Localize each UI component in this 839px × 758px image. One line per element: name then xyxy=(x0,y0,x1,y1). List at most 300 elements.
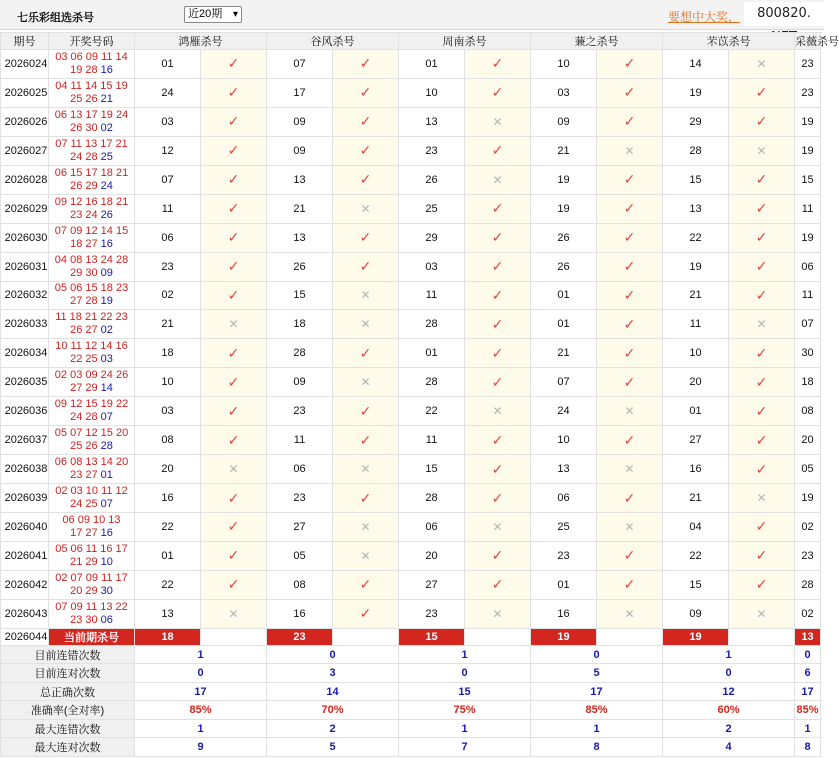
draw-number-special: 07 xyxy=(100,411,113,424)
check-mark-icon: ✓ xyxy=(227,113,240,130)
check-mark-icon: ✓ xyxy=(755,200,768,217)
draw-numbers-line1: 05 06 15 18 23 xyxy=(54,282,129,295)
kill-number-cell: 01 xyxy=(531,310,597,339)
kill-number-cell: 21 xyxy=(267,194,333,223)
result-cell xyxy=(465,397,531,426)
kill-number-cell: 29 xyxy=(663,107,729,136)
promo-link[interactable]: 要想中大奖， xyxy=(668,10,741,24)
draw-number-special: 10 xyxy=(100,555,113,568)
kill-number-cell: 18 xyxy=(795,368,821,397)
kill-number-cell: 29 xyxy=(399,223,465,252)
current-kill-number: 15 xyxy=(399,628,465,645)
check-mark-icon: ✓ xyxy=(359,142,372,159)
check-mark-icon: ✓ xyxy=(623,200,636,217)
draw-numbers-main: 27 29 xyxy=(70,382,98,395)
summary-value: 8 xyxy=(531,738,663,757)
check-mark-icon: ✓ xyxy=(755,113,768,130)
check-mark-icon: ✓ xyxy=(227,55,240,72)
draw-number-special: 07 xyxy=(100,498,113,511)
kill-number-cell: 25 xyxy=(531,513,597,542)
draw-numbers-line1: 05 06 11 16 17 xyxy=(55,542,128,555)
summary-label: 最大连错次数 xyxy=(1,719,135,738)
result-cell xyxy=(201,194,267,223)
draw-numbers-main: 17 27 xyxy=(70,526,98,539)
check-mark-icon: ✓ xyxy=(755,576,768,593)
check-mark-icon: ✓ xyxy=(359,113,372,130)
period-select[interactable] xyxy=(184,6,242,23)
draw-numbers-main: 24 28 xyxy=(70,411,98,424)
summary-value: 0 xyxy=(795,645,821,664)
table-row xyxy=(1,484,821,513)
table-row xyxy=(1,165,821,194)
draw-number-special: 24 xyxy=(100,179,113,192)
kill-number-cell: 13 xyxy=(663,194,729,223)
period-cell: 2026043 xyxy=(1,599,49,628)
result-cell xyxy=(597,599,663,628)
result-cell xyxy=(333,136,399,165)
check-mark-icon: ✓ xyxy=(359,171,372,188)
draw-numbers-cell xyxy=(49,339,135,368)
check-mark-icon: ✓ xyxy=(227,171,240,188)
check-mark-icon: ✓ xyxy=(623,315,636,332)
kill-number-cell: 27 xyxy=(663,426,729,455)
result-cell xyxy=(597,541,663,570)
check-mark-icon: ✓ xyxy=(359,576,372,593)
draw-numbers-cell xyxy=(49,513,135,542)
cross-mark-icon: ✕ xyxy=(492,404,503,419)
result-cell xyxy=(201,107,267,136)
check-mark-icon: ✓ xyxy=(623,55,636,72)
draw-numbers-line1: 07 09 12 14 15 xyxy=(54,224,129,237)
result-cell xyxy=(597,368,663,397)
check-mark-icon: ✓ xyxy=(227,489,240,506)
draw-numbers-line1: 09 12 15 19 22 xyxy=(54,398,129,411)
kill-number-cell: 16 xyxy=(663,455,729,484)
draw-numbers-cell xyxy=(49,107,135,136)
column-header-expert[interactable]: 周南杀号 xyxy=(399,33,531,50)
summary-label: 目前连错次数 xyxy=(1,645,135,664)
kill-number-cell: 08 xyxy=(135,426,201,455)
result-cell xyxy=(729,165,795,194)
draw-numbers-main: 23 30 xyxy=(70,613,98,626)
draw-numbers-line1: 06 09 10 13 xyxy=(62,513,121,526)
draw-numbers-main: 29 30 xyxy=(70,266,98,279)
kill-number-cell: 20 xyxy=(663,368,729,397)
summary-value: 17 xyxy=(795,682,821,701)
cross-mark-icon: ✕ xyxy=(756,606,767,621)
kill-number-cell: 08 xyxy=(795,397,821,426)
draw-numbers-line2 xyxy=(49,556,134,569)
check-mark-icon: ✓ xyxy=(491,200,504,217)
check-mark-icon: ✓ xyxy=(623,547,636,564)
result-cell xyxy=(201,513,267,542)
period-cell: 2026038 xyxy=(1,455,49,484)
draw-numbers-line1: 07 09 11 13 22 xyxy=(55,600,128,613)
kill-number-cell: 07 xyxy=(795,310,821,339)
cross-mark-icon: ✕ xyxy=(624,404,635,419)
kill-number-cell: 09 xyxy=(663,599,729,628)
column-header-expert[interactable]: 蒹之杀号 xyxy=(531,33,663,50)
cross-mark-icon: ✕ xyxy=(360,288,371,303)
check-mark-icon: ✓ xyxy=(755,431,768,448)
table-row xyxy=(1,136,821,165)
result-cell xyxy=(333,455,399,484)
summary-row xyxy=(1,701,821,720)
check-mark-icon: ✓ xyxy=(491,229,504,246)
result-cell xyxy=(729,310,795,339)
cross-mark-icon: ✕ xyxy=(228,606,239,621)
table-row xyxy=(1,541,821,570)
current-kill-number: 13 xyxy=(795,628,821,645)
summary-value: 2 xyxy=(663,719,795,738)
draw-numbers-cell xyxy=(49,252,135,281)
kill-number-cell: 11 xyxy=(135,194,201,223)
result-cell xyxy=(729,252,795,281)
result-cell xyxy=(597,397,663,426)
draw-numbers-line2 xyxy=(49,267,134,280)
summary-value: 15 xyxy=(399,682,531,701)
table-row xyxy=(1,281,821,310)
result-cell xyxy=(597,194,663,223)
kill-number-cell: 23 xyxy=(795,50,821,79)
result-cell xyxy=(333,397,399,426)
kill-number-cell: 01 xyxy=(663,397,729,426)
summary-value: 75% xyxy=(399,701,531,720)
draw-number-special: 25 xyxy=(100,150,113,163)
cross-mark-icon: ✕ xyxy=(360,375,371,390)
current-kill-number: 18 xyxy=(135,628,201,645)
kill-number-cell: 28 xyxy=(795,570,821,599)
kill-number-cell: 20 xyxy=(795,426,821,455)
summary-value: 70% xyxy=(267,701,399,720)
draw-numbers-cell xyxy=(49,426,135,455)
draw-numbers-cell xyxy=(49,165,135,194)
result-cell xyxy=(333,541,399,570)
result-cell xyxy=(333,223,399,252)
draw-number-special: 26 xyxy=(100,208,113,221)
result-cell xyxy=(201,455,267,484)
result-cell xyxy=(597,484,663,513)
column-header-period: 期号 xyxy=(1,33,49,50)
kill-number-cell: 23 xyxy=(795,541,821,570)
result-cell xyxy=(597,339,663,368)
kill-number-cell: 15 xyxy=(663,165,729,194)
kill-number-cell: 13 xyxy=(267,223,333,252)
draw-numbers-cell xyxy=(49,368,135,397)
kill-number-cell: 04 xyxy=(663,513,729,542)
kill-number-cell: 09 xyxy=(267,107,333,136)
kill-number-cell: 23 xyxy=(531,541,597,570)
summary-label: 准确率(全对率) xyxy=(1,701,135,720)
check-mark-icon: ✓ xyxy=(491,344,504,361)
check-mark-icon: ✓ xyxy=(491,55,504,72)
kill-number-cell: 11 xyxy=(663,310,729,339)
result-cell xyxy=(201,310,267,339)
kill-number-cell: 11 xyxy=(795,281,821,310)
draw-numbers-line2 xyxy=(49,440,134,453)
kill-number-cell: 28 xyxy=(267,339,333,368)
result-cell xyxy=(597,165,663,194)
kill-number-cell: 13 xyxy=(399,107,465,136)
result-cell xyxy=(333,599,399,628)
check-mark-icon: ✓ xyxy=(227,258,240,275)
kill-number-cell: 19 xyxy=(795,223,821,252)
period-cell: 2026034 xyxy=(1,339,49,368)
draw-numbers-main: 21 29 xyxy=(70,555,98,568)
kill-number-cell: 07 xyxy=(267,50,333,79)
draw-numbers-line2 xyxy=(49,93,134,106)
draw-numbers-line2 xyxy=(49,498,134,511)
draw-numbers-line2 xyxy=(49,585,134,598)
summary-value: 1 xyxy=(135,645,267,664)
result-cell xyxy=(465,599,531,628)
kill-number-cell: 03 xyxy=(531,78,597,107)
draw-numbers-main: 18 27 xyxy=(70,237,98,250)
kill-number-cell: 03 xyxy=(135,107,201,136)
check-mark-icon: ✓ xyxy=(623,113,636,130)
result-cell xyxy=(729,368,795,397)
top-bar xyxy=(0,0,824,30)
period-cell: 2026026 xyxy=(1,107,49,136)
table-row xyxy=(1,339,821,368)
result-cell xyxy=(201,426,267,455)
cross-mark-icon: ✕ xyxy=(624,519,635,534)
kill-number-cell: 09 xyxy=(531,107,597,136)
draw-numbers-main: 24 25 xyxy=(70,498,98,511)
table-row xyxy=(1,455,821,484)
column-header-expert[interactable]: 采薇杀号 xyxy=(795,33,821,50)
kill-number-cell: 25 xyxy=(399,194,465,223)
summary-value: 4 xyxy=(663,738,795,757)
result-cell xyxy=(333,107,399,136)
check-mark-icon: ✓ xyxy=(491,315,504,332)
draw-number-special: 28 xyxy=(100,440,113,453)
column-header-expert[interactable]: 鸿雁杀号 xyxy=(135,33,267,50)
result-cell xyxy=(201,223,267,252)
check-mark-icon: ✓ xyxy=(623,258,636,275)
current-result-empty xyxy=(201,628,267,645)
draw-numbers-main: 25 26 xyxy=(70,440,98,453)
result-cell xyxy=(465,165,531,194)
check-mark-icon: ✓ xyxy=(755,373,768,390)
summary-row xyxy=(1,664,821,683)
summary-label: 最大连对次数 xyxy=(1,738,135,757)
result-cell xyxy=(201,397,267,426)
column-header-expert[interactable]: 芣苡杀号 xyxy=(663,33,795,50)
kill-number-cell: 18 xyxy=(267,310,333,339)
kill-number-cell: 20 xyxy=(135,455,201,484)
kill-number-cell: 10 xyxy=(399,78,465,107)
period-select-value: 近20期 xyxy=(188,8,223,20)
period-cell: 2026030 xyxy=(1,223,49,252)
kill-number-cell: 22 xyxy=(663,223,729,252)
check-mark-icon: ✓ xyxy=(359,344,372,361)
kill-number-cell: 21 xyxy=(663,281,729,310)
period-cell: 2026040 xyxy=(1,513,49,542)
draw-numbers-line2 xyxy=(49,353,134,366)
result-cell xyxy=(597,107,663,136)
kill-number-cell: 19 xyxy=(531,165,597,194)
kill-number-cell: 21 xyxy=(135,310,201,339)
check-mark-icon: ✓ xyxy=(623,286,636,303)
draw-numbers-line2 xyxy=(49,209,134,222)
kill-number-cell: 26 xyxy=(399,165,465,194)
period-cell: 2026035 xyxy=(1,368,49,397)
draw-numbers-line1: 04 08 13 24 28 xyxy=(54,253,129,266)
cross-mark-icon: ✕ xyxy=(492,114,503,129)
kill-number-cell: 19 xyxy=(531,194,597,223)
summary-value: 0 xyxy=(399,664,531,683)
kill-number-cell: 19 xyxy=(795,107,821,136)
summary-value: 3 xyxy=(267,664,399,683)
result-cell xyxy=(465,107,531,136)
period-cell: 2026033 xyxy=(1,310,49,339)
check-mark-icon: ✓ xyxy=(227,142,240,159)
result-cell xyxy=(201,339,267,368)
kill-number-cell: 19 xyxy=(795,136,821,165)
cross-mark-icon: ✕ xyxy=(360,317,371,332)
result-cell xyxy=(333,368,399,397)
summary-value: 0 xyxy=(135,664,267,683)
kill-number-cell: 23 xyxy=(267,397,333,426)
draw-numbers-line1: 11 18 21 22 23 xyxy=(55,311,128,324)
kill-number-cell: 10 xyxy=(135,368,201,397)
cross-mark-icon: ✕ xyxy=(360,519,371,534)
check-mark-icon: ✓ xyxy=(227,518,240,535)
summary-value: 8 xyxy=(795,738,821,757)
kill-number-cell: 23 xyxy=(135,252,201,281)
result-cell xyxy=(465,310,531,339)
draw-numbers-line2 xyxy=(49,151,134,164)
kill-number-cell: 21 xyxy=(531,339,597,368)
draw-number-special: 30 xyxy=(100,584,113,597)
check-mark-icon: ✓ xyxy=(359,55,372,72)
check-mark-icon: ✓ xyxy=(227,431,240,448)
kill-number-cell: 02 xyxy=(135,281,201,310)
result-cell xyxy=(201,484,267,513)
kill-number-cell: 23 xyxy=(267,484,333,513)
summary-value: 1 xyxy=(531,719,663,738)
result-cell xyxy=(201,599,267,628)
kill-number-cell: 22 xyxy=(135,513,201,542)
draw-number-special: 03 xyxy=(100,353,113,366)
check-mark-icon: ✓ xyxy=(623,373,636,390)
result-cell xyxy=(465,426,531,455)
kill-number-cell: 05 xyxy=(795,455,821,484)
result-cell xyxy=(465,541,531,570)
period-cell: 2026029 xyxy=(1,194,49,223)
kill-number-cell: 16 xyxy=(135,484,201,513)
kill-number-cell: 17 xyxy=(267,78,333,107)
draw-numbers-main: 19 28 xyxy=(70,63,98,76)
check-mark-icon: ✓ xyxy=(227,402,240,419)
summary-value: 0 xyxy=(267,645,399,664)
kill-number-cell: 02 xyxy=(795,513,821,542)
kill-number-cell: 05 xyxy=(267,541,333,570)
table-row xyxy=(1,50,821,79)
draw-numbers-cell xyxy=(49,541,135,570)
check-mark-icon: ✓ xyxy=(359,229,372,246)
draw-numbers-line1: 06 08 13 14 20 xyxy=(54,456,129,469)
check-mark-icon: ✓ xyxy=(227,576,240,593)
kill-number-cell: 23 xyxy=(399,136,465,165)
cross-mark-icon: ✕ xyxy=(492,519,503,534)
check-mark-icon: ✓ xyxy=(491,258,504,275)
draw-numbers-line1: 07 11 13 17 21 xyxy=(55,137,128,150)
table-row xyxy=(1,223,821,252)
result-cell xyxy=(333,165,399,194)
draw-number-special: 16 xyxy=(100,526,113,539)
current-result-empty xyxy=(597,628,663,645)
result-cell xyxy=(465,570,531,599)
result-cell xyxy=(333,513,399,542)
summary-value: 14 xyxy=(267,682,399,701)
draw-numbers-cell xyxy=(49,281,135,310)
cross-mark-icon: ✕ xyxy=(756,56,767,71)
draw-number-special: 14 xyxy=(100,382,113,395)
summary-value: 1 xyxy=(795,719,821,738)
check-mark-icon: ✓ xyxy=(623,431,636,448)
current-kill-number: 19 xyxy=(531,628,597,645)
period-cell: 2026025 xyxy=(1,78,49,107)
cross-mark-icon: ✕ xyxy=(492,606,503,621)
result-cell xyxy=(333,78,399,107)
result-cell xyxy=(729,541,795,570)
draw-number-special: 21 xyxy=(100,92,113,105)
kill-number-cell: 10 xyxy=(531,50,597,79)
cross-mark-icon: ✕ xyxy=(360,462,371,477)
cross-mark-icon: ✕ xyxy=(624,143,635,158)
result-cell xyxy=(333,339,399,368)
page-title: 七乐彩组选杀号 xyxy=(17,12,94,24)
check-mark-icon: ✓ xyxy=(359,84,372,101)
check-mark-icon: ✓ xyxy=(755,229,768,246)
draw-numbers-line1: 02 03 09 24 26 xyxy=(54,369,129,382)
summary-value: 0 xyxy=(663,664,795,683)
result-cell xyxy=(333,281,399,310)
check-mark-icon: ✓ xyxy=(227,200,240,217)
kill-number-cell: 06 xyxy=(795,252,821,281)
table-row xyxy=(1,397,821,426)
kill-number-cell: 11 xyxy=(795,194,821,223)
summary-value: 0 xyxy=(531,645,663,664)
draw-numbers-cell xyxy=(49,484,135,513)
kill-number-cell: 15 xyxy=(267,281,333,310)
kill-number-cell: 27 xyxy=(267,513,333,542)
kill-number-cell: 24 xyxy=(135,78,201,107)
table-row xyxy=(1,570,821,599)
draw-numbers-line1: 05 07 12 15 20 xyxy=(54,427,129,440)
period-cell: 2026032 xyxy=(1,281,49,310)
summary-label: 目前连对次数 xyxy=(1,664,135,683)
draw-numbers-line2 xyxy=(49,411,134,424)
result-cell xyxy=(201,165,267,194)
check-mark-icon: ✓ xyxy=(623,84,636,101)
check-mark-icon: ✓ xyxy=(755,402,768,419)
result-cell xyxy=(729,426,795,455)
check-mark-icon: ✓ xyxy=(491,286,504,303)
kill-number-cell: 27 xyxy=(399,570,465,599)
column-header-expert[interactable]: 谷风杀号 xyxy=(267,33,399,50)
current-kill-label: 当前期杀号 xyxy=(49,628,135,645)
kill-number-cell: 15 xyxy=(663,570,729,599)
result-cell xyxy=(597,50,663,79)
check-mark-icon: ✓ xyxy=(491,489,504,506)
result-cell xyxy=(597,223,663,252)
check-mark-icon: ✓ xyxy=(623,489,636,506)
period-cell: 2026042 xyxy=(1,570,49,599)
draw-numbers-line2 xyxy=(49,324,134,337)
